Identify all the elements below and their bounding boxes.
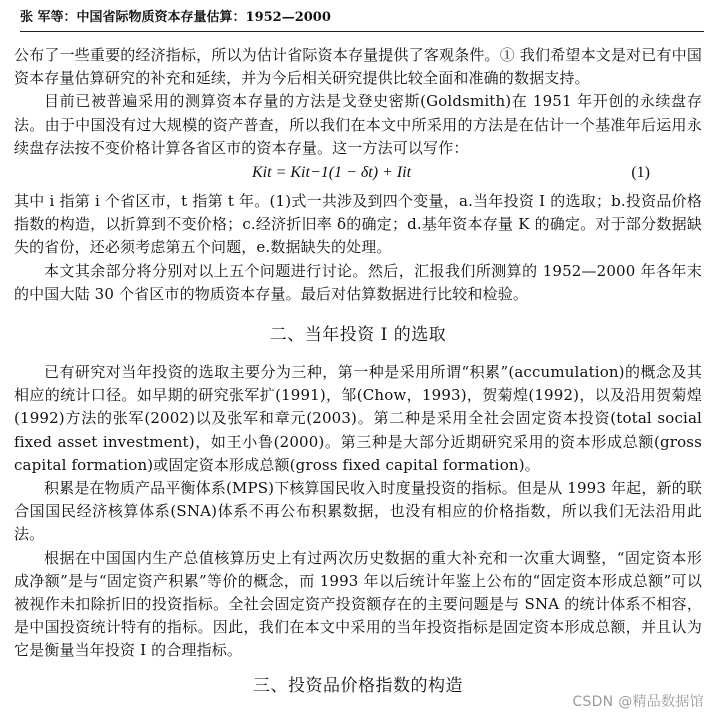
paragraph-4: 本文其余部分将分别对以上五个问题进行讨论。然后，汇报我们所测算的 1952—2000 年各年末的中国大陆 30 个省区市的物质资本存量。最后对估算数据进行比较和检验。 bbox=[14, 261, 702, 303]
paragraph-3: 其中 i 指第 i 个省区市，t 指第 t 年。(1)式一共涉及到四个变量，a.当年投资 I 的选取；b.投资品价格指数的构造，以折算到不变价格；c.经济折旧率 δ的确定；d.基年资本存量 K 的确定。对于部分数据缺失的省份，还必须考虑第五个问题，e.数据缺失的处理。 bbox=[14, 192, 702, 257]
section-heading-2: 二、当年投资 I 的选取 bbox=[269, 325, 447, 346]
equation-1 bbox=[14, 160, 702, 190]
paragraph-7: 根据在中国国内生产总值核算历史上有过两次历史数据的重大补充和一次重大调整，“固定资本形成净额”是与“固定资产积累”等价的概念，而 1993 年以后统计年鉴上公布的“固定资本形成总额”可以被视作未扣除折旧的投资指标。全社会固定资产投资额存在的主要问题是与 SNA 的统计体系不相容，是中国投资统计特有的指标。因此，我们在本文中采用的当年投资指标是固定资本形成总额，并且认为它是衡量当年投资 I 的合理指标。 bbox=[14, 548, 702, 660]
equation-number: (1) bbox=[631, 164, 650, 182]
paragraph-1: 公布了一些重要的经济指标，所以为估计省际资本存量提供了客观条件。① 我们希望本文是对已有中国资本存量估算研究的补充和延续，并为今后相关研究提供比较全面和准确的数据支持。 bbox=[14, 46, 702, 88]
paragraph-5: 已有研究对当年投资的选取主要分为三种，第一种是采用所谓“积累”(accumulation)的概念及其相应的统计口径。如早期的研究张军扩(1991)，邹(Chow，1993)，贺菊煌(1992)，以及沿用贺菊煌(1992)方法的张军(2002)以及张军和章元(2003)。第二种是采用全社会固定资本投资(total social fixed asset investment)，如王小鲁(2000)。第三种是大部分近期研究采用的资本形成总额(gross capital formation)或固定资本形成总额(gross fixed capital formation)。 bbox=[14, 363, 702, 474]
page-body bbox=[14, 44, 702, 696]
equation-text: Kit = Kit−1(1 − δt) + Iit bbox=[252, 164, 412, 182]
paragraph-6: 积累是在物质产品平衡体系(MPS)下核算国民收入时度量投资的指标。但是从 1993 年起，新的联合国国民经济核算体系(SNA)体系不再公布积累数据，也没有相应的价格指数，所以我们无法沿用此法。 bbox=[14, 479, 702, 544]
watermark: CSDN @精品数据馆 bbox=[572, 694, 704, 710]
paragraph-2: 目前已被普遍采用的测算资本存量的方法是戈登史密斯(Goldsmith)在 1951 年开创的永续盘存法。由于中国没有过大规模的资产普查，所以我们在本文中所采用的方法是在估计一个基准年后运用永续盘存法按不变价格计算各省区市的资本存量。这一方法可以写作： bbox=[14, 92, 702, 157]
section-heading-3: 三、投资品价格指数的构造 bbox=[253, 675, 463, 696]
running-header: 张 军等：中国省际物质资本存量估算：1952—2000 bbox=[20, 6, 704, 32]
